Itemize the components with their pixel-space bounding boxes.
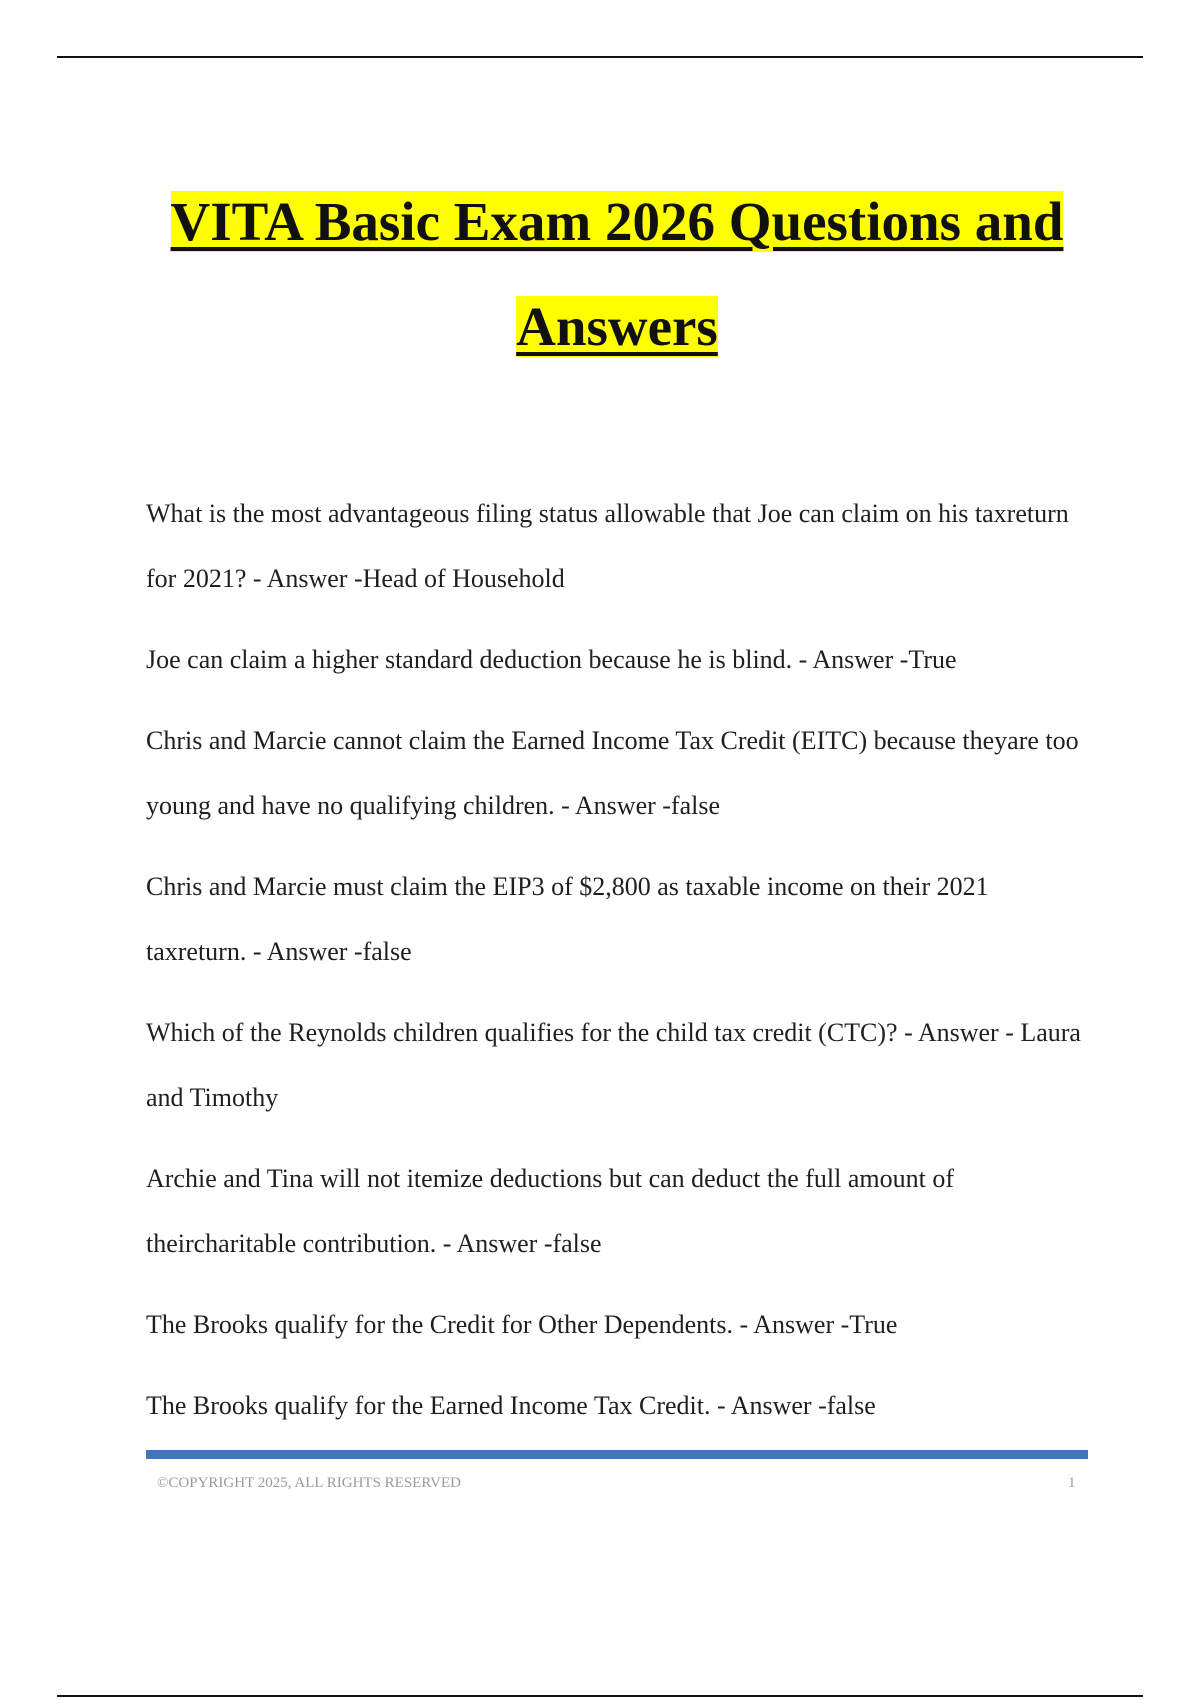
qa-item: Joe can claim a higher standard deduction because he is blind. - Answer -True bbox=[146, 645, 957, 674]
qa-item: Archie and Tina will not itemize deductions but can deduct the full amount of theircharitable contribution. - Answer -false bbox=[146, 1164, 954, 1258]
document-title-text: VITA Basic Exam 2026 Questions and Answers bbox=[170, 191, 1064, 357]
qa-item: What is the most advantageous filing status allowable that Joe can claim on his taxreturn for 2021? - Answer -Head of Household bbox=[146, 499, 1069, 593]
qa-item: Chris and Marcie cannot claim the Earned Income Tax Credit (EITC) because theyare too young and have no qualifying children. - Answer -false bbox=[146, 726, 1079, 820]
top-page-rule bbox=[57, 56, 1143, 58]
qa-item: Which of the Reynolds children qualifies for the child tax credit (CTC)? - Answer - Laura and Timothy bbox=[146, 1018, 1081, 1112]
footer-copyright: ©COPYRIGHT 2025, ALL RIGHTS RESERVED bbox=[157, 1475, 461, 1491]
footer-page-number: 1 bbox=[1068, 1475, 1076, 1491]
footer-bar bbox=[146, 1450, 1088, 1459]
qa-list bbox=[146, 481, 1088, 1438]
document-content bbox=[146, 176, 1088, 1454]
qa-item: The Brooks qualify for the Credit for Other Dependents. - Answer -True bbox=[146, 1310, 898, 1339]
bottom-page-rule bbox=[57, 1695, 1143, 1697]
document-title bbox=[146, 176, 1088, 386]
qa-item: The Brooks qualify for the Earned Income Tax Credit. - Answer -false bbox=[146, 1391, 876, 1420]
qa-item: Chris and Marcie must claim the EIP3 of $2,800 as taxable income on their 2021 taxreturn. - Answer -false bbox=[146, 872, 989, 966]
